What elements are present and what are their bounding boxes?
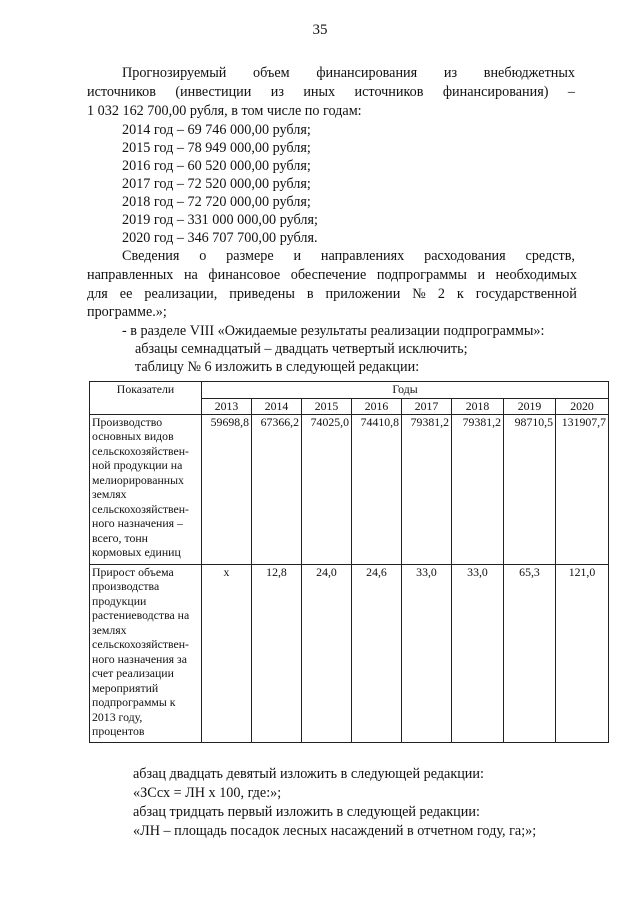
- table-row: [90, 564, 609, 742]
- indicator-line: Производство: [92, 414, 163, 429]
- year-item: 2015 год – 78 949 000,00 рубля;: [122, 140, 311, 156]
- indicator-line: сельскохозяйствен-: [92, 637, 189, 651]
- word: объем: [253, 65, 290, 81]
- indicator-header: Показатели: [90, 382, 202, 415]
- value-cell: 79381,2: [402, 414, 452, 564]
- word: –: [567, 84, 575, 100]
- indicator-line: производства: [92, 579, 160, 593]
- results-table: [89, 381, 609, 743]
- para1-line1: [122, 64, 575, 82]
- year-cell: 2020: [556, 399, 609, 415]
- word: государственной: [475, 286, 577, 302]
- year-cell: 2015: [302, 399, 352, 415]
- word: и: [293, 248, 302, 264]
- word: подпрограммы: [376, 267, 467, 283]
- year-item: 2016 год – 60 520 000,00 рубля;: [122, 158, 311, 174]
- indicator-line: землях: [92, 487, 127, 501]
- abzac-line: абзацы семнадцатый – двадцать четвертый исключить;: [135, 341, 468, 357]
- word: необходимых: [495, 267, 577, 283]
- indicator-line: мероприятий: [92, 680, 159, 695]
- year-item: 2017 год – 72 520 000,00 рубля;: [122, 176, 311, 192]
- after-table-line: «ЛН – площадь посадок лесных насаждений в отчетном году, га;»;: [133, 823, 537, 839]
- word: из: [443, 65, 458, 81]
- value-cell: 67366,2: [252, 414, 302, 564]
- word: и: [477, 267, 486, 283]
- value-cell: 24,6: [352, 564, 402, 742]
- year-cell: 2016: [352, 399, 402, 415]
- para1-line2: [87, 83, 575, 101]
- word: средств,: [525, 248, 575, 264]
- word: размере: [226, 248, 274, 264]
- para2-line1: [122, 247, 575, 265]
- indicator-line: ной продукции на: [92, 458, 183, 472]
- word: финансовое: [208, 267, 281, 283]
- indicator-cell: [90, 414, 202, 564]
- year-cell: 2013: [202, 399, 252, 415]
- value-cell: 59698,8: [202, 414, 252, 564]
- indicator-line: сельскохозяйствен-: [92, 443, 189, 458]
- word: №: [412, 286, 426, 302]
- year-item: 2020 год – 346 707 700,00 рубля.: [122, 230, 318, 246]
- word: приложении: [325, 286, 401, 302]
- indicator-line: ного назначения за: [92, 651, 187, 666]
- word: направленных: [87, 267, 174, 283]
- value-cell: 12,8: [252, 564, 302, 742]
- indicator-line: всего, тонн: [92, 530, 148, 545]
- year-item: 2019 год – 331 000 000,00 рубля;: [122, 212, 318, 228]
- indicator-line: землях: [92, 622, 127, 637]
- indicator-line: мелиорированных: [92, 472, 184, 487]
- indicator-line: растениеводства на: [92, 608, 190, 622]
- word: источников: [354, 84, 424, 100]
- value-cell: 33,0: [402, 564, 452, 742]
- word: для: [87, 286, 108, 302]
- year-item: 2018 год – 72 720 000,00 рубля;: [122, 194, 311, 210]
- indicator-line: основных видов: [92, 429, 174, 443]
- value-cell: 33,0: [452, 564, 504, 742]
- word: реализации,: [144, 286, 218, 302]
- para1-line3: 1 032 162 700,00 рубля, в том числе по годам:: [87, 103, 362, 119]
- years-header: Годы: [202, 382, 609, 399]
- word: 2: [437, 286, 445, 302]
- after-table-line: абзац тридцать первый изложить в следующей редакции:: [133, 804, 480, 820]
- value-cell: 74025,0: [302, 414, 352, 564]
- value-cell: x: [202, 564, 252, 742]
- table-row: [90, 414, 609, 564]
- year-cell: 2018: [452, 399, 504, 415]
- word: из: [270, 84, 284, 100]
- indicator-line: подпрограммы к: [92, 695, 176, 709]
- indicator-line: 2013 году,: [92, 709, 143, 724]
- value-cell: 121,0: [556, 564, 609, 742]
- indicator-line: кормовых единиц: [92, 545, 181, 559]
- year-cell: 2019: [504, 399, 556, 415]
- word: (инвестиции: [175, 84, 252, 100]
- para2-line3: [87, 285, 577, 303]
- word: на: [183, 267, 198, 283]
- word: приведены: [229, 286, 295, 302]
- word: обеспечение: [290, 267, 367, 283]
- indicator-line: продукции: [92, 593, 147, 608]
- indicator-line: Прирост объема: [92, 564, 174, 579]
- word: Прогнозируемый: [122, 65, 227, 81]
- year-item: 2014 год – 69 746 000,00 рубля;: [122, 122, 311, 138]
- value-cell: 74410,8: [352, 414, 402, 564]
- word: Сведения: [122, 248, 180, 264]
- para2-line4: программе.»;: [87, 304, 167, 320]
- value-cell: 65,3: [504, 564, 556, 742]
- indicator-line: ного назначения –: [92, 516, 183, 530]
- word: финансирования: [316, 65, 418, 81]
- word: о: [199, 248, 207, 264]
- word: расходования: [424, 248, 506, 264]
- word: финансирования): [442, 84, 549, 100]
- value-cell: 79381,2: [452, 414, 504, 564]
- word: иных: [303, 84, 336, 100]
- word: направлениях: [320, 248, 405, 264]
- word: ее: [119, 286, 133, 302]
- word: источников: [87, 84, 156, 100]
- indicator-cell: [90, 564, 202, 742]
- section-line: - в разделе VIII «Ожидаемые результаты реализации подпрограммы»:: [122, 323, 545, 339]
- page-number: 35: [312, 22, 328, 38]
- word: к: [456, 286, 464, 302]
- value-cell: 98710,5: [504, 414, 556, 564]
- after-table-line: «ЗСсх = ЛН х 100, где:»;: [133, 785, 282, 801]
- after-table-line: абзац двадцать девятый изложить в следующей редакции:: [133, 766, 484, 782]
- table-intro: таблицу № 6 изложить в следующей редакции:: [135, 359, 420, 375]
- word: в: [306, 286, 314, 302]
- indicator-line: счет реализации: [92, 666, 174, 680]
- para2-line2: [87, 266, 577, 284]
- indicator-line: процентов: [92, 724, 145, 738]
- year-cell: 2017: [402, 399, 452, 415]
- indicator-line: сельскохозяйствен-: [92, 501, 189, 516]
- value-cell: 24,0: [302, 564, 352, 742]
- value-cell: 131907,7: [556, 414, 609, 564]
- word: внебюджетных: [483, 65, 575, 81]
- year-cell: 2014: [252, 399, 302, 415]
